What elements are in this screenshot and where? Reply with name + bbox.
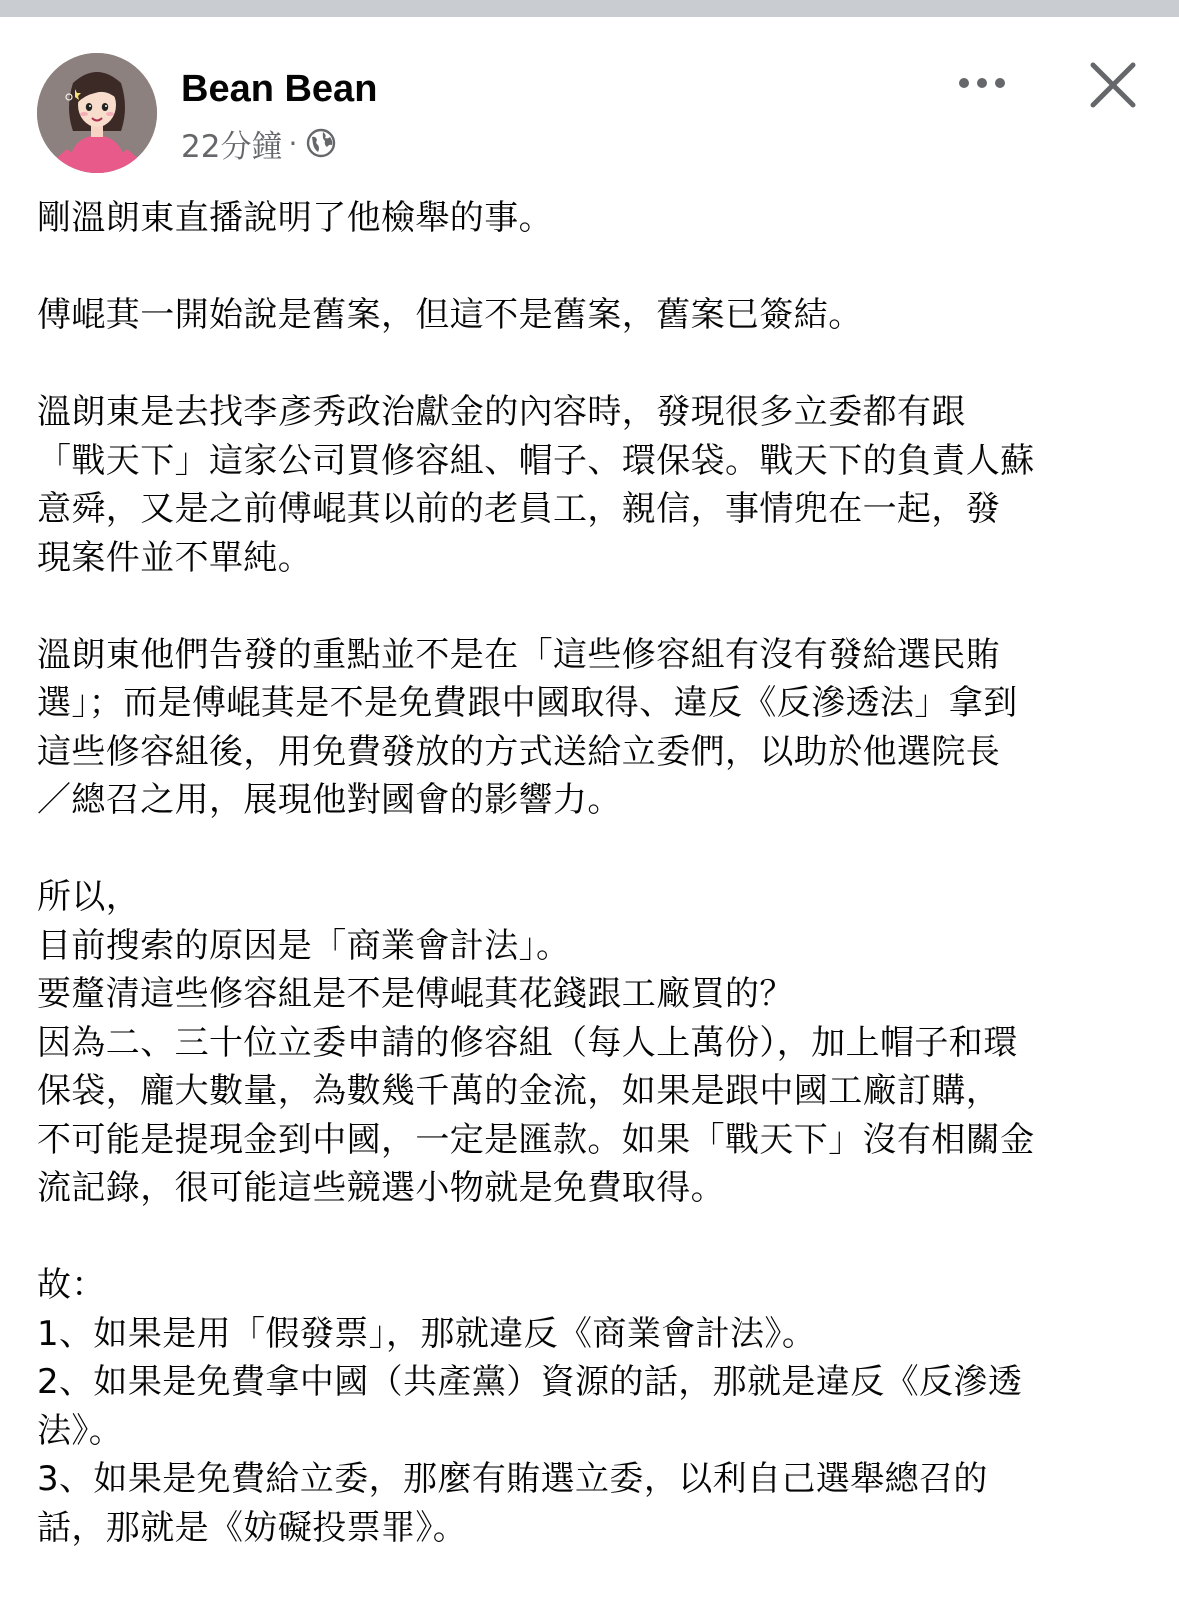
post-paragraph xyxy=(37,291,1147,340)
meta-separator: · xyxy=(288,126,298,160)
post-text-line: 因為二、三十位立委申請的修容組（每人上萬份），加上帽子和環 xyxy=(37,1022,1018,1063)
post-text-line: 保袋，龐大數量，為數幾千萬的金流，如果是跟中國工廠訂購， xyxy=(37,1071,1001,1111)
post-text-line: 要釐清這些修容組是不是傅崐萁花錢跟工廠買的？ xyxy=(37,974,794,1014)
post-text-line: 法》。 xyxy=(37,1410,124,1451)
avatar[interactable] xyxy=(37,53,157,173)
post-text-line: 故： xyxy=(37,1265,106,1305)
post-paragraph xyxy=(37,873,1147,1213)
post-timestamp[interactable]: 22分鐘 xyxy=(181,128,283,165)
post-paragraph xyxy=(37,388,1147,582)
globe-icon[interactable] xyxy=(305,127,337,159)
more-options-button[interactable] xyxy=(950,60,1014,106)
post-text-line: 所以， xyxy=(37,877,141,917)
post-meta xyxy=(181,122,337,164)
post-paragraph xyxy=(37,631,1147,825)
post-text-line: ／總召之用，展現他對國會的影響力。 xyxy=(37,780,622,820)
post-text-line: 意舜，又是之前傅崐萁以前的老員工，親信，事情兜在一起，發 xyxy=(37,489,1001,529)
author-name[interactable]: Bean Bean xyxy=(181,68,378,110)
close-icon xyxy=(1089,61,1137,109)
post-paragraph xyxy=(37,1261,1147,1552)
post-text-line: 溫朗東是去找李彥秀政治獻金的內容時，發現很多立委都有跟 xyxy=(37,392,966,432)
post-text xyxy=(37,194,1147,1601)
post-text-line: 目前搜索的原因是「商業會計法」。 xyxy=(37,925,571,966)
post-text-line: 1、如果是用「假發票」，那就違反《商業會計法》。 xyxy=(37,1313,817,1354)
post-text-line: 溫朗東他們告發的重點並不是在「這些修容組有沒有發給選民賄 xyxy=(37,634,1001,675)
more-horizontal-icon xyxy=(957,76,1007,90)
post-text-line: 3、如果是免費給立委，那麼有賄選立委，以利自己選舉總召的 xyxy=(37,1459,988,1499)
post-text-line: 剛溫朗東直播說明了他檢舉的事。 xyxy=(37,198,553,238)
post-text-line: 現案件並不單純。 xyxy=(37,537,313,578)
post-text-line: 流記錄，很可能這些競選小物就是免費取得。 xyxy=(37,1168,725,1208)
top-divider-bar xyxy=(0,0,1179,17)
post-text-line: 不可能是提現金到中國，一定是匯款。如果「戰天下」沒有相關金 xyxy=(37,1119,1035,1160)
post-text-line: 選」；而是傅崐萁是不是免費跟中國取得、違反《反滲透法」拿到 xyxy=(37,683,1018,723)
avatar-illustration xyxy=(37,53,157,173)
post-text-line: 2、如果是免費拿中國（共產黨）資源的話，那就是違反《反滲透 xyxy=(37,1362,1023,1402)
post-text-line: 話，那就是《妨礙投票罪》。 xyxy=(37,1507,468,1548)
post-paragraph xyxy=(37,194,1147,243)
post-text-line: 這些修容組後，用免費發放的方式送給立委們，以助於他選院長 xyxy=(37,731,1001,772)
post-text-line: 傅崐萁一開始說是舊案，但這不是舊案，舊案已簽結。 xyxy=(37,295,863,335)
close-button[interactable] xyxy=(1080,52,1146,118)
post-text-line: 「戰天下」這家公司買修容組、帽子、環保袋。戰天下的負責人蘇 xyxy=(37,440,1035,481)
